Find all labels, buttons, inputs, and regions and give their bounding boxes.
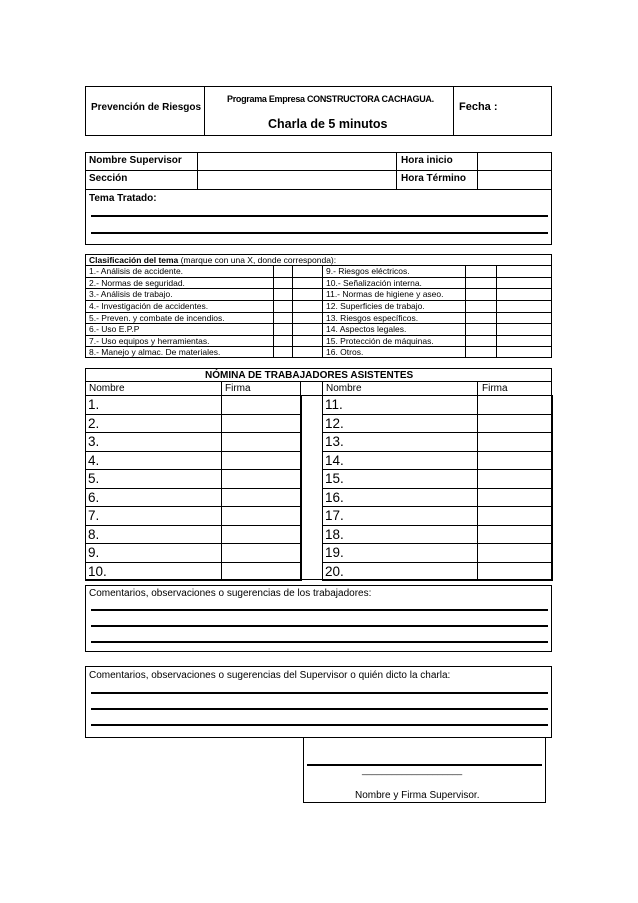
supervisor-comments-line [91,724,548,726]
start-time-label: Hora inicio [401,155,453,166]
roster-sign-header: Firma [225,383,251,394]
worker-number: 13. [323,433,478,452]
topic-option: 13. Riesgos específicos. [326,313,419,323]
topic-option: 2.- Normas de seguridad. [89,278,185,288]
header-program: Programa Empresa CONSTRUCTORA CACHAGUA. [227,94,434,104]
worker-signature-cell[interactable] [478,544,553,563]
classification-row-line [85,323,552,324]
topic-option: 5.- Preven. y combate de incendios. [89,313,225,323]
roster-right-table [322,395,553,581]
roster-name-header: Nombre [89,383,125,394]
topic-option: 8.- Manejo y almac. De materiales. [89,347,221,357]
classification-title: Clasificación del tema [89,255,179,265]
worker-signature-cell[interactable] [222,414,302,433]
supervisor-comments-line [91,708,548,710]
topic-option: 11.- Normas de higiene y aseo. [326,289,444,299]
signature-underline: ____________________ [362,765,463,775]
worker-signature-cell[interactable] [222,433,302,452]
worker-number: 19. [323,544,478,563]
worker-signature-cell[interactable] [478,451,553,470]
worker-signature-cell[interactable] [478,433,553,452]
roster-left-table [85,395,302,581]
worker-number: 17. [323,507,478,526]
worker-number: 2. [86,414,222,433]
classification-col-line [273,265,274,358]
worker-number: 4. [86,451,222,470]
worker-signature-cell[interactable] [222,507,302,526]
worker-signature-cell[interactable] [222,525,302,544]
date-label: Fecha : [459,101,498,113]
worker-signature-cell[interactable] [478,470,553,489]
worker-number: 10. [86,562,222,581]
worker-comments-line [91,625,548,627]
info-col-line-3 [477,152,478,189]
worker-signature-cell[interactable] [478,488,553,507]
worker-number: 15. [323,470,478,489]
supervisor-label: Nombre Supervisor [89,155,182,166]
end-time-label: Hora Término [401,173,467,184]
header-divider-1 [204,86,205,136]
topic-label: Tema Tratado: [89,193,157,204]
topic-option: 16. Otros. [326,347,364,357]
roster-title: NÓMINA DE TRABAJADORES ASISTENTES [205,370,414,381]
classification-col-line [322,265,323,358]
section-label: Sección [89,173,128,184]
topic-option: 9.- Riesgos eléctricos. [326,266,410,276]
worker-signature-cell[interactable] [478,562,553,581]
topic-option: 14. Aspectos legales. [326,324,407,334]
classification-col-line [496,265,497,358]
roster-sign-header: Firma [482,383,508,394]
topic-option: 3.- Análisis de trabajo. [89,289,173,299]
worker-signature-cell[interactable] [222,470,302,489]
worker-number: 16. [323,488,478,507]
worker-comments-label: Comentarios, observaciones o sugerencias de los trabajadores: [89,588,372,599]
worker-number: 3. [86,433,222,452]
roster-title-line [85,381,552,382]
worker-signature-cell[interactable] [222,451,302,470]
worker-number: 14. [323,451,478,470]
header-divider-2 [453,86,454,136]
worker-number: 18. [323,525,478,544]
info-row-line-2 [85,189,552,190]
topic-option: 12. Superficies de trabajo. [326,301,425,311]
topic-option: 4.- Investigación de accidentes. [89,301,209,311]
header-title: Charla de 5 minutos [268,117,388,131]
worker-signature-cell[interactable] [222,562,302,581]
worker-comments-line [91,609,548,611]
worker-signature-cell[interactable] [478,414,553,433]
classification-hint: (marque con una X, donde corresponda): [180,255,337,265]
worker-signature-cell[interactable] [222,396,302,415]
topic-writing-line-1 [91,215,548,217]
worker-number: 11. [323,396,478,415]
signature-label: Nombre y Firma Supervisor. [355,790,480,801]
classification-col-line [292,265,293,358]
worker-number: 12. [323,414,478,433]
worker-number: 8. [86,525,222,544]
roster-name-header: Nombre [326,383,362,394]
classification-heading [89,256,336,265]
worker-signature-cell[interactable] [222,488,302,507]
worker-number: 1. [86,396,222,415]
worker-signature-cell[interactable] [478,525,553,544]
worker-number: 9. [86,544,222,563]
worker-signature-cell[interactable] [478,396,553,415]
topic-option: 15. Protección de máquinas. [326,336,434,346]
topic-option: 1.- Análisis de accidente. [89,266,184,276]
info-col-line-1 [197,152,198,189]
header-area: Prevención de Riesgos [91,102,202,113]
info-col-line-2 [396,152,397,189]
worker-number: 20. [323,562,478,581]
worker-comments-line [91,641,548,643]
worker-signature-cell[interactable] [478,507,553,526]
supervisor-comments-label: Comentarios, observaciones o sugerencias del Supervisor o quién dicto la charla: [89,670,451,681]
worker-number: 7. [86,507,222,526]
worker-number: 6. [86,488,222,507]
info-row-line-1 [85,170,552,171]
classification-col-line [465,265,466,358]
topic-option: 10.- Señalización interna. [326,278,422,288]
topic-option: 6.- Uso E.P.P [89,324,140,334]
topic-writing-line-2 [91,232,548,234]
worker-signature-cell[interactable] [222,544,302,563]
supervisor-comments-line [91,692,548,694]
topic-option: 7.- Uso equipos y herramientas. [89,336,210,346]
worker-number: 5. [86,470,222,489]
